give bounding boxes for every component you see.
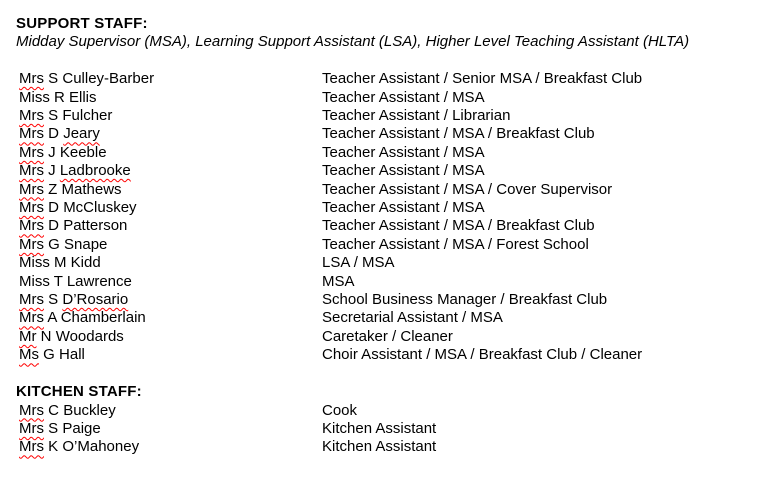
staff-row <box>16 438 750 456</box>
staff-name: Miss M Kidd <box>19 254 101 272</box>
staff-row <box>16 236 750 254</box>
misspelled-word: Mrs <box>19 401 44 419</box>
misspelled-word: Ladbrooke <box>59 162 131 180</box>
staff-name: Mrs S D’Rosario <box>19 291 129 309</box>
staff-role: Teacher Assistant / MSA <box>322 143 485 161</box>
staff-row <box>16 291 750 309</box>
support-staff-list <box>16 70 750 365</box>
staff-role: Teacher Assistant / MSA <box>322 162 485 180</box>
misspelled-word: Mrs <box>19 162 44 180</box>
staff-name: Mrs D McCluskey <box>19 199 137 217</box>
misspelled-word: Mrs <box>19 70 44 88</box>
staff-role: School Business Manager / Breakfast Club <box>322 291 608 309</box>
misspelled-word: Mrs <box>19 143 44 161</box>
kitchen-staff-list <box>16 402 750 457</box>
staff-row <box>16 181 750 199</box>
misspelled-word: Mrs <box>19 419 44 437</box>
staff-row <box>16 273 750 291</box>
blank-line <box>16 365 750 383</box>
misspelled-word: Jeary <box>63 125 100 143</box>
staff-role: Cook <box>322 401 358 419</box>
staff-row <box>16 328 750 346</box>
staff-role: Teacher Assistant / MSA / Forest School <box>322 235 589 253</box>
staff-row <box>16 402 750 420</box>
staff-role: Teacher Assistant / MSA / Cover Supervisor <box>322 180 613 198</box>
staff-row <box>16 217 750 235</box>
support-staff-section <box>16 15 750 365</box>
staff-name: Mrs D Jeary <box>19 125 100 143</box>
blank-line <box>16 52 750 70</box>
staff-name: Miss T Lawrence <box>19 272 132 290</box>
staff-role: Teacher Assistant / MSA <box>322 88 485 106</box>
staff-name: Mrs Z Mathews <box>19 180 122 198</box>
staff-row <box>16 70 750 88</box>
staff-name: Mrs S Fulcher <box>19 107 113 125</box>
staff-role: MSA <box>322 272 355 290</box>
staff-row <box>16 420 750 438</box>
misspelled-word: Mrs <box>19 438 44 456</box>
staff-row <box>16 89 750 107</box>
staff-role: Teacher Assistant / MSA / Breakfast Club <box>322 217 595 235</box>
misspelled-word: Mrs <box>19 217 44 235</box>
kitchen-staff-heading: KITCHEN STAFF: <box>16 383 142 401</box>
misspelled-word: Mrs <box>19 309 44 327</box>
misspelled-word: Mrs <box>19 180 44 198</box>
staff-name: Miss R Ellis <box>19 88 97 106</box>
misspelled-word: Mrs <box>19 125 44 143</box>
staff-role: Teacher Assistant / MSA / Breakfast Club <box>322 125 595 143</box>
staff-role: Kitchen Assistant <box>322 438 437 456</box>
misspelled-word: Mrs <box>19 235 44 253</box>
staff-role: Caretaker / Cleaner <box>322 327 453 345</box>
staff-name: Mrs J Ladbrooke <box>19 162 131 180</box>
staff-name: Mrs K O’Mahoney <box>19 438 140 456</box>
staff-role: Choir Assistant / MSA / Breakfast Club / Cleaner <box>322 346 643 364</box>
staff-name: Mr N Woodards <box>19 327 124 345</box>
misspelled-word: Mr <box>19 327 37 345</box>
staff-role: Kitchen Assistant <box>322 419 437 437</box>
staff-name: Mrs A Chamberlain <box>19 309 146 327</box>
staff-name: Mrs S Paige <box>19 419 101 437</box>
staff-row <box>16 144 750 162</box>
staff-row <box>16 309 750 327</box>
staff-row <box>16 346 750 364</box>
staff-name: Ms G Hall <box>19 346 85 364</box>
kitchen-staff-section <box>16 383 750 457</box>
misspelled-word: Mrs <box>19 199 44 217</box>
staff-role: Teacher Assistant / MSA <box>322 199 485 217</box>
staff-name: Mrs C Buckley <box>19 401 116 419</box>
staff-row <box>16 107 750 125</box>
staff-role: Secretarial Assistant / MSA <box>322 309 503 327</box>
staff-name: Mrs G Snape <box>19 235 108 253</box>
misspelled-word: Mrs <box>19 107 44 125</box>
staff-row <box>16 162 750 180</box>
misspelled-word: Ms <box>19 346 39 364</box>
staff-name: Mrs D Patterson <box>19 217 128 235</box>
misspelled-word: Mrs <box>19 291 44 309</box>
staff-role: LSA / MSA <box>322 254 395 272</box>
staff-name: Mrs J Keeble <box>19 143 107 161</box>
misspelled-word: D’Rosario <box>62 291 129 309</box>
staff-abbreviations-subtitle: Midday Supervisor (MSA), Learning Support Assistant (LSA), Higher Level Teaching Assistant (HLTA) <box>16 33 690 51</box>
support-staff-heading: SUPPORT STAFF: <box>16 15 148 32</box>
staff-row <box>16 125 750 143</box>
staff-name: Mrs S Culley-Barber <box>19 70 155 88</box>
staff-role: Teacher Assistant / Librarian <box>322 107 511 125</box>
staff-role: Teacher Assistant / Senior MSA / Breakfast Club <box>322 70 643 88</box>
staff-row <box>16 254 750 272</box>
staff-row <box>16 199 750 217</box>
